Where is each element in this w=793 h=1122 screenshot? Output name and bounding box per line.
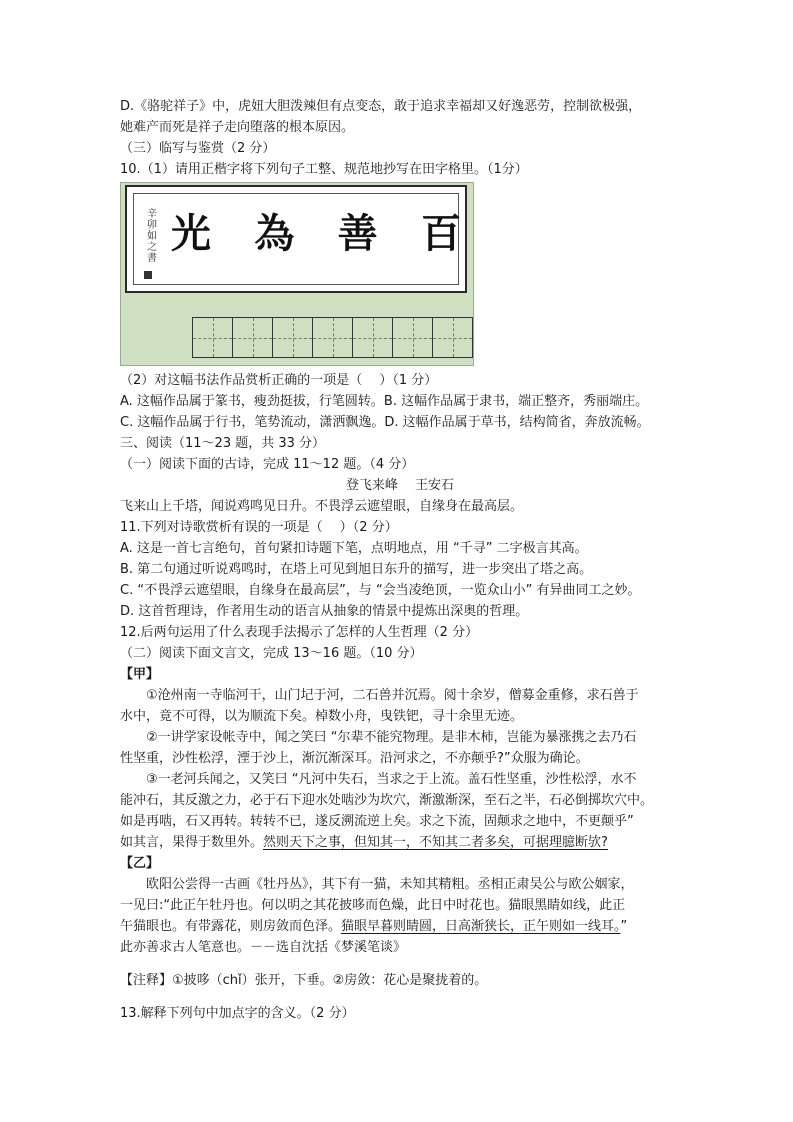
seal-stamp [144,271,152,279]
grid-cell[interactable] [232,317,273,358]
passage-yi-label: 【乙】 [120,856,160,871]
question-11-option-d: D. 这首哲理诗，作者用生动的语言从抽象的情景中提炼出深奥的哲理。 [120,604,529,619]
poem-text: 飞来山上千塔，闻说鸡鸣见日升。不畏浮云遮望眼，自缘身在最高层。 [120,499,524,514]
passage-yi-cont: 一见曰:“此正午牡丹也。何以明之其花披哆而色燥，此日中时花也。猫眼黑睛如线，此正 [120,898,626,913]
option-d-continued: 她难产而死是祥子走向堕落的根本原因。 [120,120,355,135]
grid-cell[interactable] [312,317,353,358]
passage-text: 午猫眼也。有带露花，则房敛而色泽。 [120,919,342,934]
poem-instruction: （一）阅读下面的古诗，完成 11～12 题。（4 分） [120,457,415,472]
classical-instruction: （二）阅读下面文言文，完成 13～16 题。（10 分） [120,646,423,661]
question-12: 12.后两句运用了什么表现手法揭示了怎样的人生哲理（2 分） [120,625,479,640]
question-11-option-b: B. 第二句通过听说鸡鸣时，在塔上可见到旭日东升的描写，进一步突出了塔之高。 [120,562,593,577]
calligraphy-char: 為 [254,210,295,257]
passage-source: 此亦善求古人笔意也。－－选自沈括《梦溪笔谈》 [120,940,407,955]
calligraphy-signature: 辛卯 如之書 [147,209,157,264]
passage-jia-para1-cont: 水中，竟不可得，以为顺流下矣。棹数小舟，曳铁钯，寻十余里无迹。 [120,709,524,724]
grid-cell[interactable] [432,317,473,358]
passage-text: ” [620,919,628,934]
exam-page [120,96,680,1024]
question-11-option-c: C. “不畏浮云遮望眼，自缘身在最高层”，与 “会当凌绝顶，一览众山小” 有异曲同工之妙。 [120,583,641,598]
passage-yi-para: 欧阳公尝得一古画《牡丹丛》，其下有一猫，未知其精粗。丞相正肃吴公与欧公姻家， [146,877,634,892]
grid-cell[interactable] [272,317,313,358]
calligraphy-characters [171,211,461,257]
passage-jia-para3: ③一老河兵闻之，又笑曰 “凡河中失石，当求之于上流。盖石性坚重，沙性松浮，水不 [146,772,637,787]
passage-jia-para1: ①沧州南一寺临河干，山门圮于河，二石兽并沉焉。阅十余岁，僧募金重修，求石兽于 [146,688,639,703]
calligraphy-char: 善 [337,210,378,257]
calligraphy-scroll [125,185,467,293]
annotation-note: 【注释】①披哆（chǐ）张开，下垂。②房敛：花心是聚拢着的。 [120,973,488,988]
calligraphy-char: 百 [420,210,461,257]
question-10-1: 10.（1）请用正楷字将下列句子工整、规范地抄写在田字格里。（1分） [120,162,528,177]
grid-cell[interactable] [192,317,233,358]
calligraphy-char: 光 [171,210,211,257]
underlined-sentence: 然则天下之事，但知其一，不知其二者多矣，可据理臆断欤? [263,835,608,850]
poem-title: 登飞来峰 王安石 [345,478,455,493]
underlined-sentence: 猫眼早暮则睛圆，日高渐狭长，正午则如一线耳。 [341,919,621,934]
question-11: 11.下列对诗歌赏析有误的一项是（ ）（2 分） [120,520,398,535]
question-11-option-a: A. 这是一首七言绝句，首句紧扣诗题下笔，点明地点，用 “千寻” 二字极言其高。 [120,541,588,556]
passage-jia-para3-cont2: 如是再啮，石又再转。转转不已，遂反溯流逆上矣。求之下流，固颠求之地中，不更颠乎” [120,814,634,829]
options-ab: A. 这幅作品属于篆书，瘦劲挺拔，行笔圆转。B. 这幅作品属于隶书，端正整齐，秀丽端庄。 [120,394,649,409]
reading-heading: 三、阅读（11～23 题，共 33 分） [120,436,326,451]
passage-jia-para3-cont: 能冲石，其反激之力，必于石下迎水处啮沙为坎穴，渐激渐深，至石之半，石必倒掷坎穴中。 [120,793,654,808]
option-d-text: D.《骆驼祥子》中，虎妞大胆泼辣但有点变态，敢于追求幸福却又好逸恶劳，控制欲极强， [120,99,642,114]
passage-jia-para2-cont: 性坚重，沙性松浮，湮于沙上，渐沉渐深耳。沿河求之，不亦颠乎?”众服为确论。 [120,751,589,766]
calligraphy-figure [120,182,474,366]
options-cd: C. 这幅作品属于行书，笔势流动，潇洒飘逸。D. 这幅作品属于草书，结构简省，奔放流畅。 [120,415,650,430]
passage-yi-cont2 [120,916,680,937]
tianzige-grid [193,317,473,358]
question-10-2: （2）对这幅书法作品赏析正确的一项是（ ）（1 分） [120,373,438,388]
question-13: 13.解释下列句中加点字的含义。（2 分） [120,1006,355,1021]
grid-cell[interactable] [392,317,433,358]
passage-jia-para2: ②一讲学家设帐寺中，闻之笑曰 “尔辈不能究物理。是非木柿，岂能为暴涨携之去乃石 [146,730,637,745]
passage-text: 如其言，果得于数里外。 [120,835,264,850]
passage-jia-para3-end [120,832,680,853]
passage-jia-label: 【甲】 [120,667,160,682]
grid-cell[interactable] [352,317,393,358]
section-heading: （三）临写与鉴赏（2 分） [120,141,276,156]
